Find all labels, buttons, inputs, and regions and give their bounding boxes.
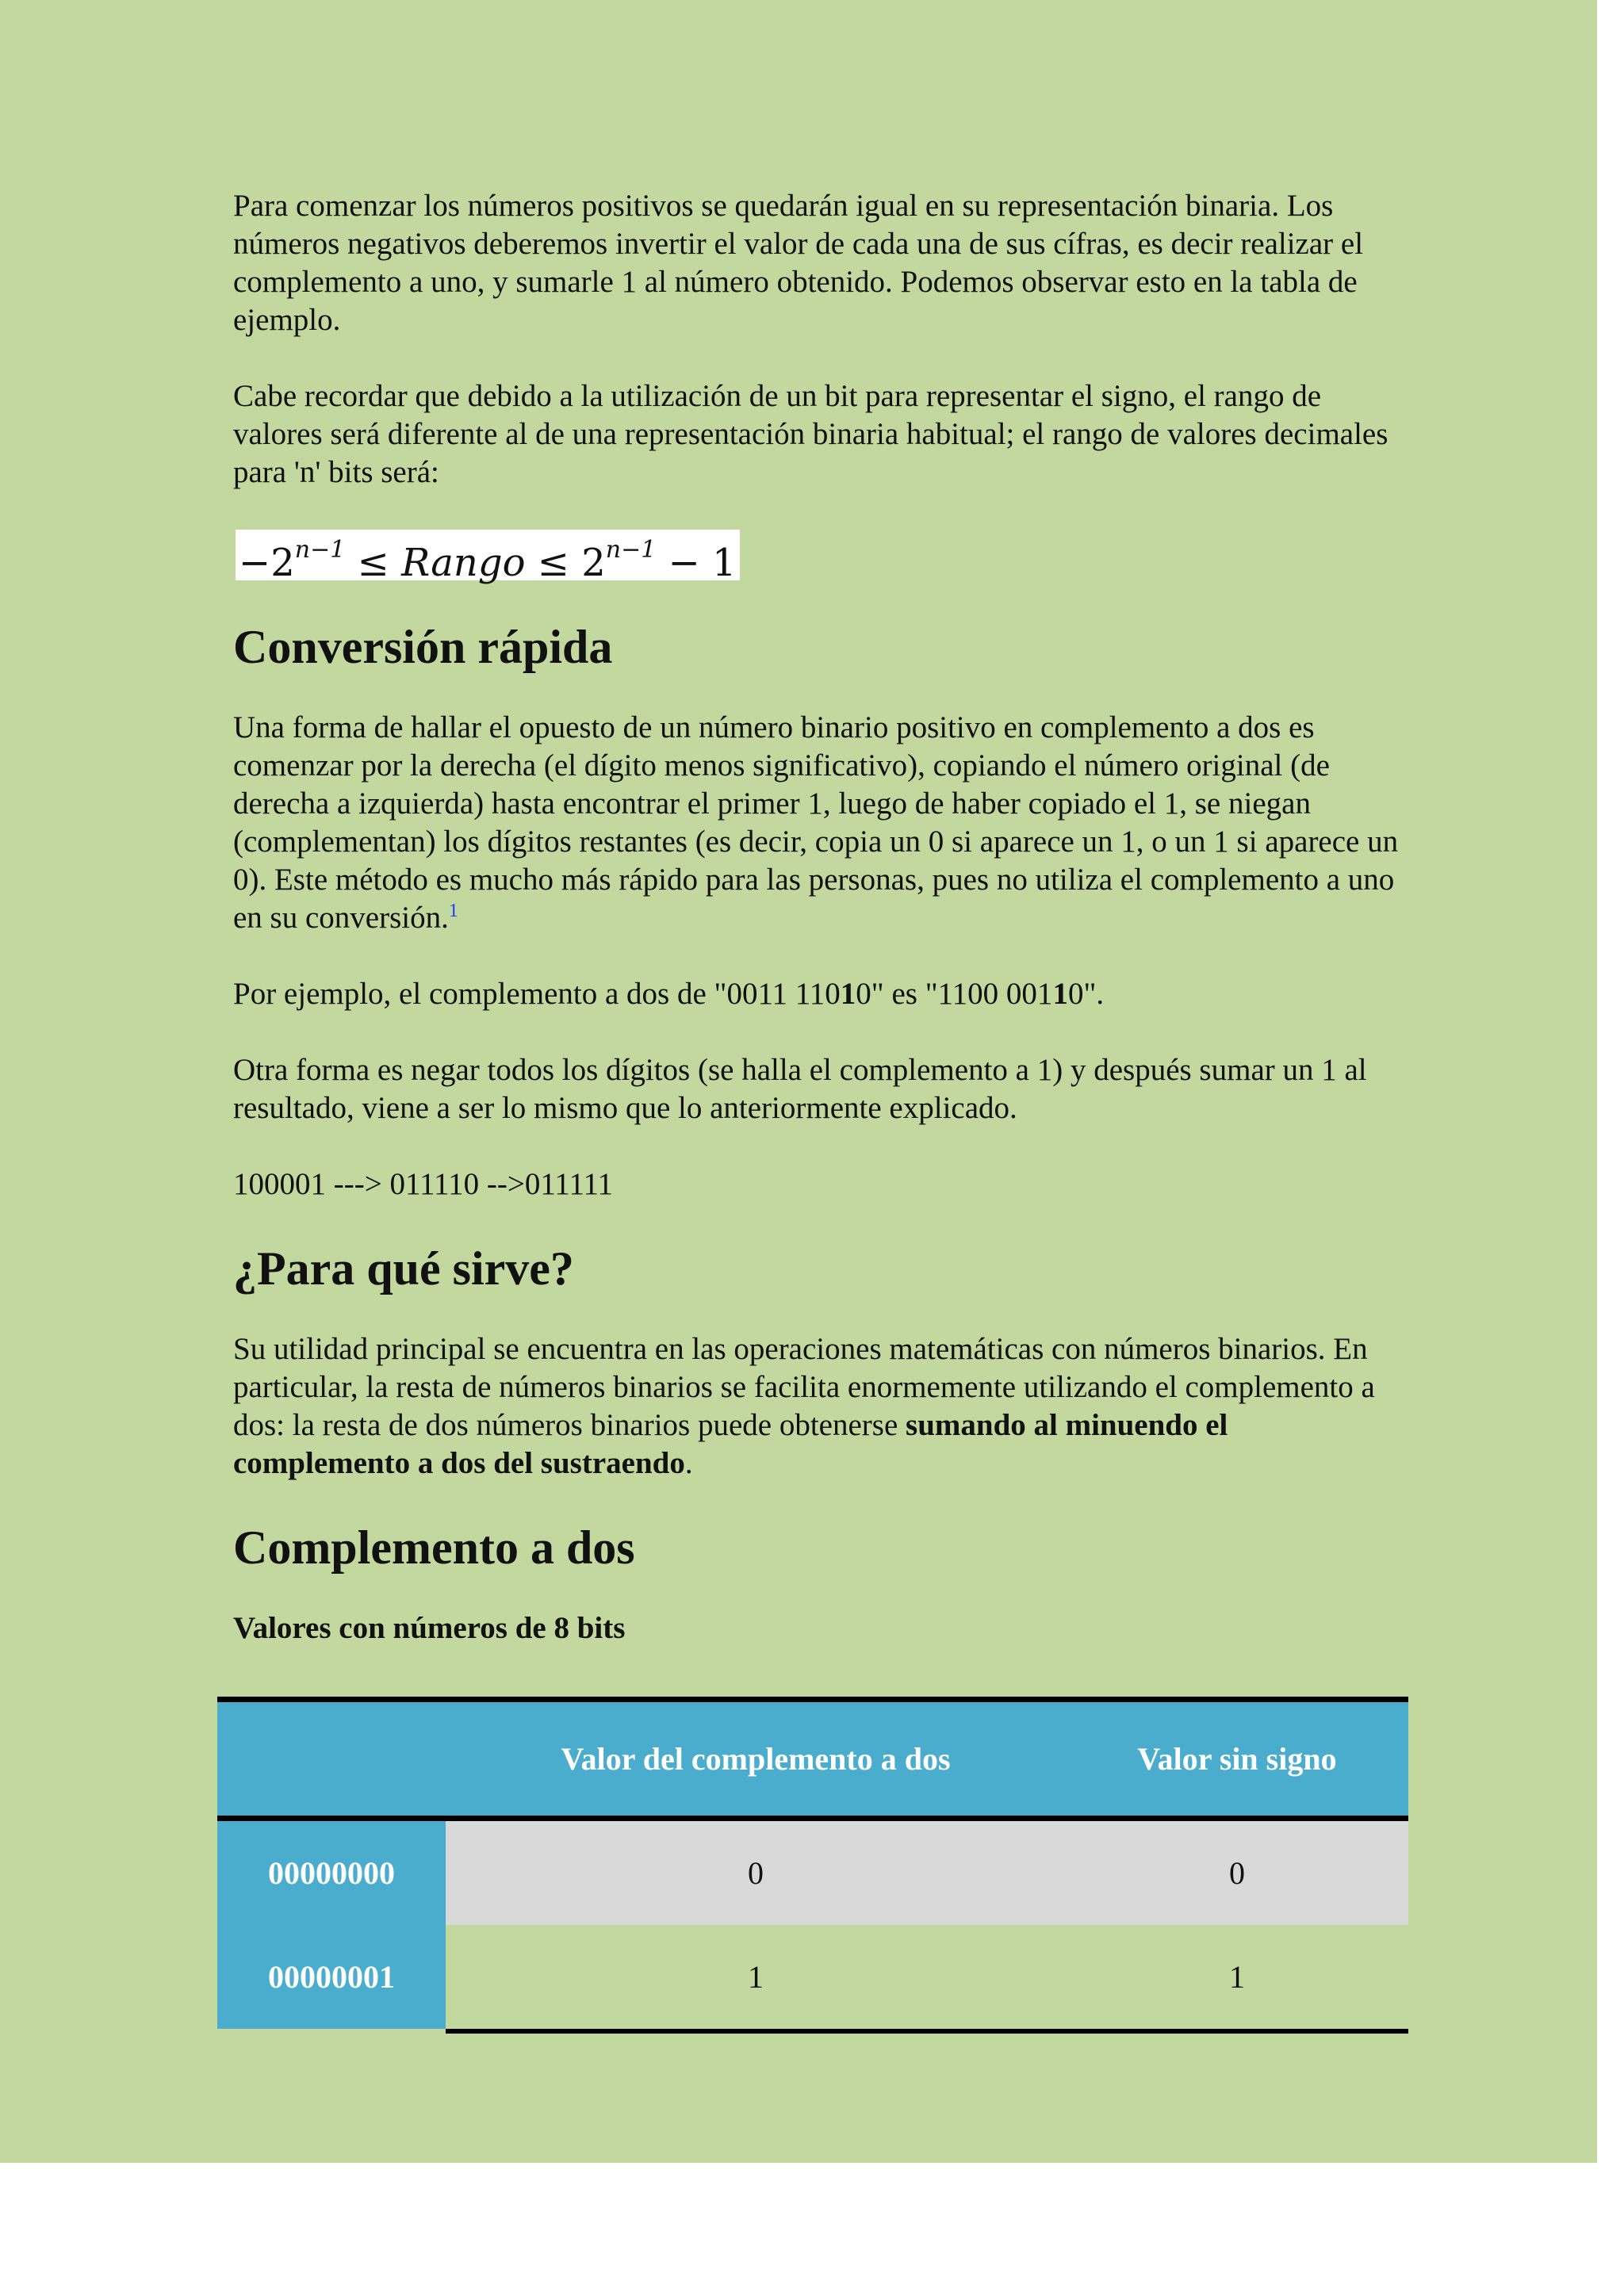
example-post: 0".	[1067, 977, 1105, 1011]
table-header-row	[217, 1697, 1408, 1821]
table-subheading: Valores con números de 8 bits	[233, 1611, 626, 1645]
table-cell-twos-complement: 0	[446, 1821, 1066, 1925]
example-bold-digit-1: 1	[840, 977, 856, 1011]
purpose-heading: ¿Para qué sirve?	[233, 1242, 574, 1295]
conversion-heading: Conversión rápida	[233, 621, 613, 673]
formula-leq-2: ≤	[537, 541, 569, 585]
range-paragraph: Cabe recordar que debido a la utilización de un bit para representar el signo, el rango de valores será diferente al de una representación binaria habitual; el rango de valores decimales para 'n' bits será:	[233, 379, 1388, 489]
intro-paragraph: Para comenzar los números positivos se quedarán igual en su representación binaria. Los números negativos deberemos invertir el valor de cada una de sus cífras, es decir realizar el complemento a uno, y sumarle 1 al número obtenido. Podemos observar esto en la tabla de ejemplo.	[233, 189, 1364, 337]
formula-exponent-2: n−1	[605, 536, 657, 564]
content	[233, 187, 1407, 1686]
formula-minus-two: −2	[239, 541, 295, 585]
purpose-text: Su utilidad principal se encuentra en las operaciones matemáticas con números binarios. En particular, la resta de números binarios se facilita enormemente utilizando el complemento a dos: la resta de dos números binarios puede obtenerse	[233, 1332, 1375, 1442]
example-pre: Por ejemplo, el complemento a dos de "0011 110	[233, 977, 841, 1011]
example-bold-digit-2: 1	[1052, 977, 1068, 1011]
conversion-paragraph	[233, 709, 1407, 937]
formula-exponent-1: n−1	[294, 536, 346, 564]
alternative-paragraph: Otra forma es negar todos los dígitos (se halla el complemento a 1) y después sumar un 1 al resultado, viene a ser lo mismo que lo anteriormente explicado.	[233, 1053, 1367, 1125]
table-cell-unsigned: 0	[1066, 1821, 1408, 1925]
range-formula	[236, 530, 740, 585]
purpose-end: .	[684, 1446, 693, 1480]
example-paragraph	[233, 975, 1407, 1013]
purpose-bold: sumando al minuendo el complemento a dos del sustraendo	[233, 1408, 1228, 1480]
table-cell-twos-complement: 1	[748, 1959, 764, 1995]
table-bottom-rule	[446, 2029, 1408, 2034]
table-cell-unsigned: 1	[1229, 1959, 1245, 1995]
table-row	[217, 1821, 1408, 1925]
purpose-paragraph	[233, 1330, 1407, 1483]
table-header-twos-complement: Valor del complemento a dos	[561, 1741, 951, 1777]
table-row-binary: 00000000	[217, 1821, 446, 1925]
table-section-heading: Complemento a dos	[233, 1521, 635, 1574]
table-row	[217, 1925, 1408, 2029]
table-header-unsigned: Valor sin signo	[1137, 1741, 1337, 1777]
table-row-binary: 00000001	[217, 1925, 446, 2029]
formula-two: 2	[581, 541, 606, 585]
example-mid: 0" es "1100 001	[856, 977, 1053, 1011]
values-table	[217, 1697, 1408, 2034]
conversion-text: Una forma de hallar el opuesto de un número binario positivo en complemento a dos es comenzar por la derecha (el dígito menos significativo), copiando el número original (de derecha a izquierda) hasta encontrar el primer 1, luego de haber copiado el 1, se niegan (complementan) los dígitos restantes (es decir, copia un 0 si aparece un 1, o un 1 si aparece un 0). Este método es mucho más rápido para las personas, pues no utiliza el complemento a uno en su conversión.	[233, 710, 1399, 935]
footnote-link[interactable]: 1	[448, 901, 458, 921]
formula-tail: − 1	[668, 541, 737, 585]
formula-word: Rango	[401, 541, 526, 585]
binary-example: 100001 ---> 011110 -->011111	[233, 1167, 614, 1201]
formula-leq-1: ≤	[357, 541, 389, 585]
